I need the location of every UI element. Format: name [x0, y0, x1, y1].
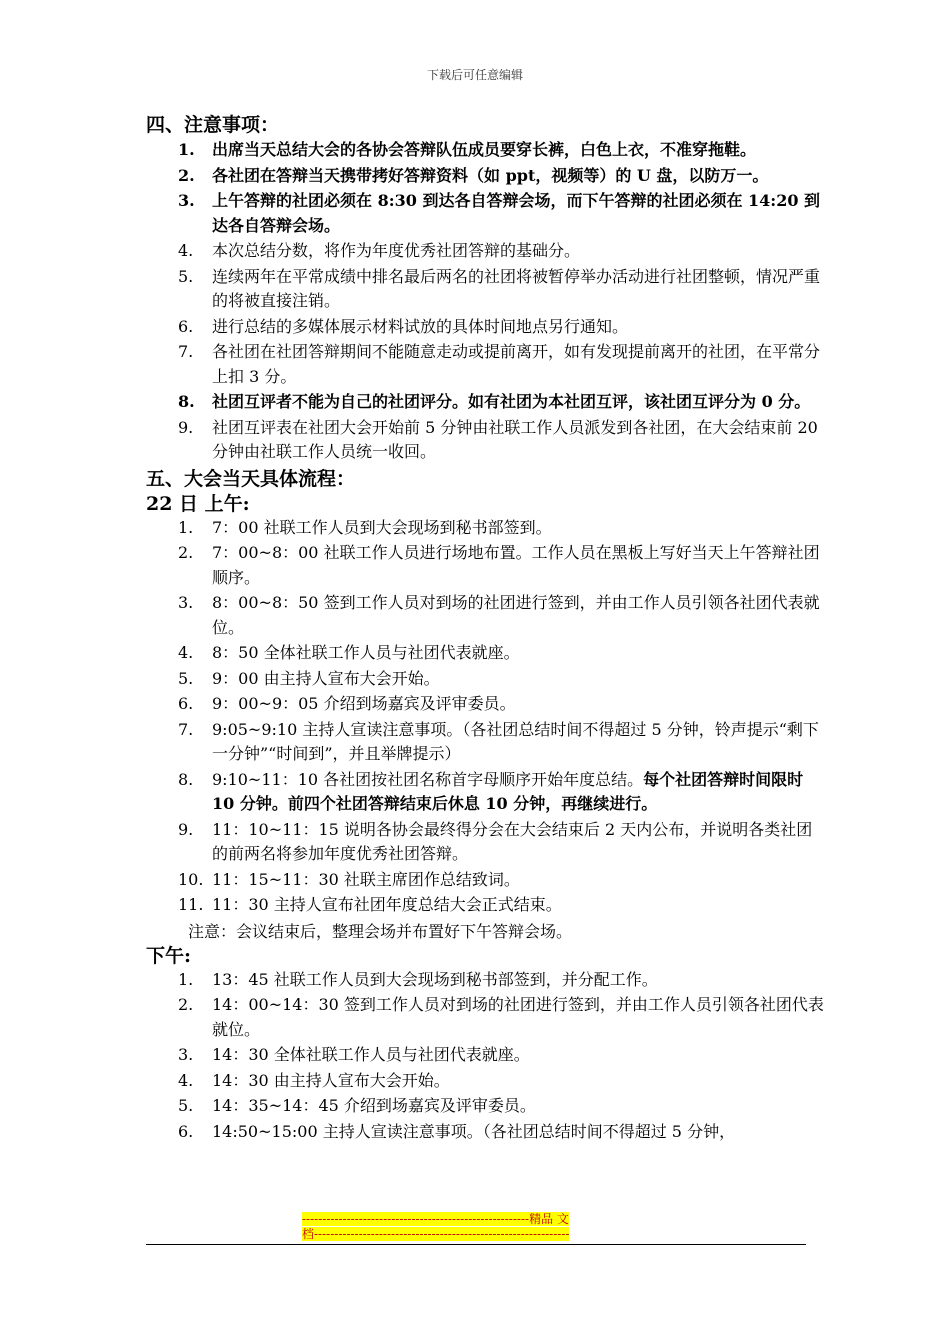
schedule-item: 6. 14:50~15:00 主持人宣读注意事项。（各社团总结时间不得超过 5 分钟，: [178, 1121, 736, 1141]
note-item: 9. 社团互评表在社团大会开始前 5 分钟由社联工作人员派发到各社团，在大会结束前 20 分钟由社联工作人员统一收回。: [178, 417, 818, 461]
note-item: 3. 上午答辩的社团必须在 8:30 到达各自答辩会场，而下午答辩的社团必须在 14:20 到达各自答辩会场。: [178, 191, 821, 235]
footer-divider: [146, 1244, 806, 1245]
schedule-item-text: 9:10~11：10 各社团按社团名称首字母顺序开始年度总结。: [212, 769, 644, 789]
schedule-item: 4. 14：30 由主持人宣布大会开始。: [178, 1070, 450, 1090]
document-body: [146, 112, 826, 1145]
afternoon-title: 下午:: [146, 944, 192, 967]
note-item: 1. 出席当天总结大会的各协会答辩队伍成员要穿长裤，白色上衣，不准穿拖鞋。: [178, 140, 757, 159]
schedule-item: 5. 14：35~14：45 介绍到场嘉宾及评审委员。: [178, 1096, 536, 1115]
schedule-item: 7. 9:05~9:10 主持人宣读注意事项。（各社团总结时间不得超过 5 分钟，铃声提示“剩下一分钟”“时间到”，并且举牌提示）: [178, 719, 819, 763]
note-item: 7. 各社团在社团答辩期间不能随意走动或提前离开，如有发现提前离开的社团，在平常分上扣 3 分。: [178, 342, 821, 386]
notes-list: [146, 138, 826, 465]
morning-title: 22 日 上午:: [146, 492, 250, 515]
section4-title: 四、注意事项：: [146, 114, 280, 136]
schedule-item: 9. 11：10~11：15 说明各协会最终得分会在大会结束后 2 天内公布，并说明各类社团的前两名将参加年度优秀社团答辩。: [178, 819, 813, 863]
schedule-item: 1. 7：00 社联工作人员到大会现场到秘书部签到。: [178, 517, 552, 537]
schedule-item: 11. 11：30 主持人宣布社团年度总结大会正式结束。: [178, 895, 562, 914]
schedule-item: 2. 7：00~8：00 社联工作人员进行场地布置。工作人员在黑板上写好当天上午答辩社团顺序。: [178, 543, 820, 587]
schedule-item: 5. 9：00 由主持人宣布大会开始。: [178, 668, 440, 688]
schedule-item: 4. 8：50 全体社联工作人员与社团代表就座。: [178, 643, 520, 662]
morning-schedule-list: [146, 516, 826, 918]
note-item: 6. 进行总结的多媒体展示材料试放的具体时间地点另行通知。: [178, 316, 629, 336]
page-header: 下载后可任意编辑: [426, 68, 523, 82]
schedule-item: 1. 13：45 社联工作人员到大会现场到秘书部签到，并分配工作。: [178, 969, 658, 989]
schedule-item: 8. 9:10~11：10 各社团按社团名称首字母顺序开始年度总结。每个社团答辩时间限时 10 分钟。前四个社团答辩结束后休息 10 分钟，再继续进行。: [178, 769, 804, 813]
afternoon-schedule-list: [146, 968, 826, 1145]
note-item: 5. 连续两年在平常成绩中排名最后两名的社团将被暂停举办活动进行社团整顿，情况严重的将被直接注销。: [178, 266, 821, 310]
schedule-item: 2. 14：00~14：30 签到工作人员对到场的社团进行签到，并由工作人员引领各社团代表就位。: [178, 995, 824, 1039]
morning-note: 注意：会议结束后，整理会场并布置好下午答辩会场。: [188, 921, 573, 941]
footer-line-1: --------------------------------------------------------精品 文: [302, 1212, 569, 1226]
note-item: 4. 本次总结分数，将作为年度优秀社团答辩的基础分。: [178, 241, 581, 260]
schedule-item: 3. 8：00~8：50 签到工作人员对到场的社团进行签到，并由工作人员引领各社团代表就位。: [178, 593, 820, 637]
schedule-item-bold-text: 每个社团答辩时间限时 10 分钟。前四个社团答辩结束后休息 10 分钟，再继续进行。: [212, 769, 804, 813]
page-footer: [302, 1212, 652, 1242]
schedule-item: 6. 9：00~9：05 介绍到场嘉宾及评审委员。: [178, 694, 516, 713]
footer-line-2: 档---------------------------------------------------------------: [302, 1227, 570, 1241]
schedule-item: 3. 14：30 全体社联工作人员与社团代表就座。: [178, 1045, 530, 1064]
section5-title: 五、大会当天具体流程：: [146, 467, 356, 490]
schedule-item: 10. 11：15~11：30 社联主席团作总结致词。: [178, 869, 520, 889]
note-item: 2. 各社团在答辩当天携带拷好答辩资料（如 ppt，视频等）的 U 盘，以防万一。: [178, 165, 769, 185]
note-item: 8. 社团互评者不能为自己的社团评分。如有社团为本社团互评，该社团互评分为 0 分。: [178, 392, 811, 411]
